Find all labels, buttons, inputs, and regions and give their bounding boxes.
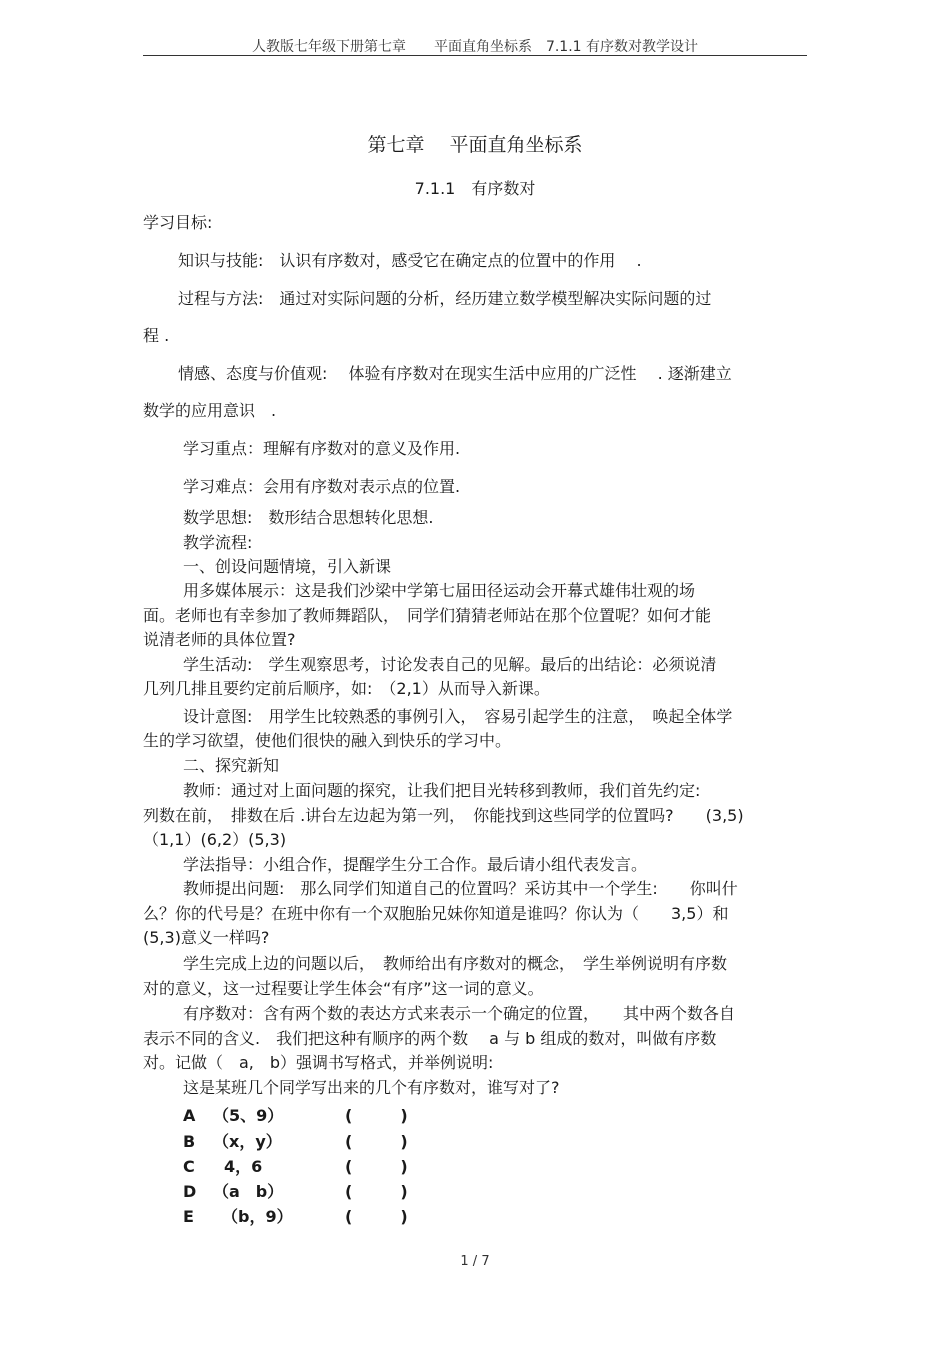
text-line: 设计意图: 用学生比较熟悉的事例引入， 容易引起学生的注意， 唤起全体学 bbox=[183, 707, 733, 726]
text-line: 列数在前， 排数在后 .讲台左边起为第一列， 你能找到这些同学的位置吗? (3,5) bbox=[143, 806, 744, 825]
text-line: (5,3)意义一样吗? bbox=[143, 928, 270, 947]
option-text: 4，6 bbox=[224, 1157, 263, 1176]
text-line: 生的学习欲望，使他们很快的融入到快乐的学习中。 bbox=[143, 731, 512, 750]
text-line: 么？你的代号是？在班中你有一个双胞胎兄妹你知道是谁吗？你认为（ 3,5）和 bbox=[143, 904, 729, 923]
text-line: 面。老师也有幸参加了教师舞蹈队， 同学们猜猜老师站在那个位置呢？如何才能 bbox=[143, 606, 712, 625]
option-letter: A bbox=[183, 1106, 196, 1125]
option-text: （5、9） bbox=[213, 1106, 284, 1125]
text-line: 过程与方法: 通过对实际问题的分析，经历建立数学模型解决实际问题的过 bbox=[178, 289, 712, 308]
text-line: 情感、态度与价值观: 体验有序数对在现实生活中应用的广泛性 . 逐渐建立 bbox=[178, 364, 732, 383]
text-line: 知识与技能: 认识有序数对，感受它在确定点的位置中的作用 . bbox=[178, 251, 642, 270]
text-line: 几列几排且要约定前后顺序，如: （2,1）从而导入新课。 bbox=[143, 679, 550, 698]
option-text: （x，y） bbox=[213, 1132, 282, 1151]
option-text: （b，9） bbox=[222, 1207, 293, 1226]
option-text: （a b） bbox=[213, 1182, 284, 1201]
text-line: 用多媒体展示：这是我们沙梁中学第七届田径运动会开幕式雄伟壮观的场 bbox=[183, 581, 696, 600]
text-line: 一、创设问题情境，引入新课 bbox=[183, 557, 392, 576]
text-line: 教师提出问题: 那么同学们知道自己的位置吗？采访其中一个学生: 你叫什 bbox=[183, 879, 738, 898]
text-line: 表示不同的含义. 我们把这种有顺序的两个数 a 与 b 组成的数对，叫做有序数 bbox=[143, 1029, 717, 1048]
option-letter: C bbox=[183, 1157, 195, 1176]
page-header: 人教版七年级下册第七章 平面直角坐标系 7.1.1 有序数对教学设计 bbox=[251, 39, 699, 55]
section-title: 7.1.1 有序数对 bbox=[414, 179, 536, 198]
text-line: 说清老师的具体位置? bbox=[143, 630, 296, 649]
chapter-title: 第七章 平面直角坐标系 bbox=[367, 134, 583, 156]
text-line: 对。记做（ a, b）强调书写格式，并举例说明: bbox=[143, 1053, 494, 1072]
text-line: 教师：通过对上面问题的探究，让我们把目光转移到教师，我们首先约定: bbox=[183, 781, 701, 800]
text-line: 对的意义，这一过程要让学生体会“有序”这一词的意义。 bbox=[143, 979, 544, 998]
page-number: 1 / 7 bbox=[460, 1254, 490, 1269]
option-blank: ( ) bbox=[345, 1182, 408, 1201]
option-letter: B bbox=[183, 1132, 196, 1151]
text-line: 数学思想: 数形结合思想转化思想. bbox=[183, 508, 434, 527]
text-line: 这是某班几个同学写出来的几个有序数对，谁写对了? bbox=[183, 1078, 560, 1097]
text-line: （1,1）(6,2）(5,3) bbox=[143, 830, 287, 849]
text-line: 程 . bbox=[143, 326, 170, 345]
text-line: 学生完成上边的问题以后， 教师给出有序数对的概念， 学生举例说明有序数 bbox=[183, 954, 728, 973]
option-blank: ( ) bbox=[345, 1207, 408, 1226]
header-rule bbox=[143, 55, 807, 56]
text-line: 数学的应用意识 . bbox=[143, 401, 277, 420]
text-line: 学习重点：理解有序数对的意义及作用. bbox=[183, 439, 461, 458]
text-line: 二、探究新知 bbox=[183, 756, 280, 775]
option-blank: ( ) bbox=[345, 1106, 408, 1125]
option-letter: D bbox=[183, 1182, 197, 1201]
text-line: 学法指导：小组合作，提醒学生分工合作。最后请小组代表发言。 bbox=[183, 855, 648, 874]
option-letter: E bbox=[183, 1207, 194, 1226]
option-blank: ( ) bbox=[345, 1132, 408, 1151]
text-line: 学习目标: bbox=[143, 213, 213, 232]
text-line: 教学流程: bbox=[183, 533, 253, 552]
option-blank: ( ) bbox=[345, 1157, 408, 1176]
text-line: 学生活动: 学生观察思考，讨论发表自己的见解。最后的出结论：必须说清 bbox=[183, 655, 717, 674]
text-line: 有序数对：含有两个数的表达方式来表示一个确定的位置， 其中两个数各自 bbox=[183, 1004, 736, 1023]
text-line: 学习难点：会用有序数对表示点的位置. bbox=[183, 477, 461, 496]
